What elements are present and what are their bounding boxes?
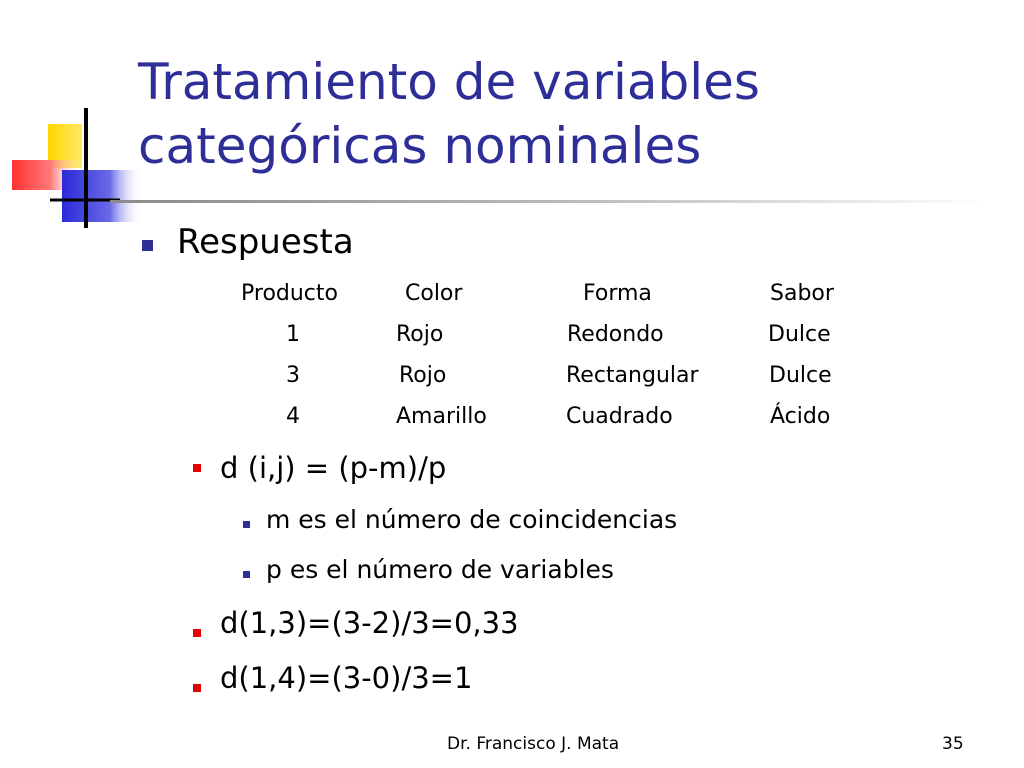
page-number: 35 <box>942 734 964 754</box>
bullet-square-icon <box>193 464 201 472</box>
table-header-forma: Forma <box>583 281 652 306</box>
bullet-square-icon <box>243 571 250 578</box>
slide-title <box>138 50 998 178</box>
table-header-color: Color <box>405 281 463 306</box>
decorative-logo-icon <box>0 100 150 240</box>
sub-item-p: p es el número de variables <box>266 555 614 584</box>
table-cell: Rectangular <box>566 363 699 388</box>
bullet-square-icon <box>243 521 250 528</box>
table-cell: Redondo <box>567 322 664 347</box>
bullet-square-icon <box>193 629 201 637</box>
title-line-1: Tratamiento de variables <box>138 53 760 111</box>
table-cell: 3 <box>286 363 300 388</box>
title-underline <box>110 200 990 203</box>
table-header-sabor: Sabor <box>770 281 834 306</box>
table-cell: Rojo <box>396 322 444 347</box>
result-d13: d(1,3)=(3-2)/3=0,33 <box>220 606 519 640</box>
table-cell: 4 <box>286 404 300 429</box>
table-cell: Dulce <box>769 363 832 388</box>
bullet-respuesta: Respuesta <box>177 222 354 262</box>
result-d14: d(1,4)=(3-0)/3=1 <box>220 661 473 695</box>
bullet-square-icon <box>193 684 201 692</box>
bullet-square-icon <box>142 240 153 251</box>
table-cell: Amarillo <box>396 404 487 429</box>
table-header-producto: Producto <box>241 281 338 306</box>
table-cell: Cuadrado <box>566 404 673 429</box>
table-cell: Rojo <box>399 363 447 388</box>
table-cell: Dulce <box>768 322 831 347</box>
footer-author: Dr. Francisco J. Mata <box>447 734 620 754</box>
formula-text: d (i,j) = (p-m)/p <box>220 451 447 485</box>
table-cell: 1 <box>286 322 300 347</box>
table-cell: Ácido <box>770 404 831 429</box>
sub-item-m: m es el número de coincidencias <box>266 505 678 534</box>
title-line-2: categóricas nominales <box>138 117 702 175</box>
